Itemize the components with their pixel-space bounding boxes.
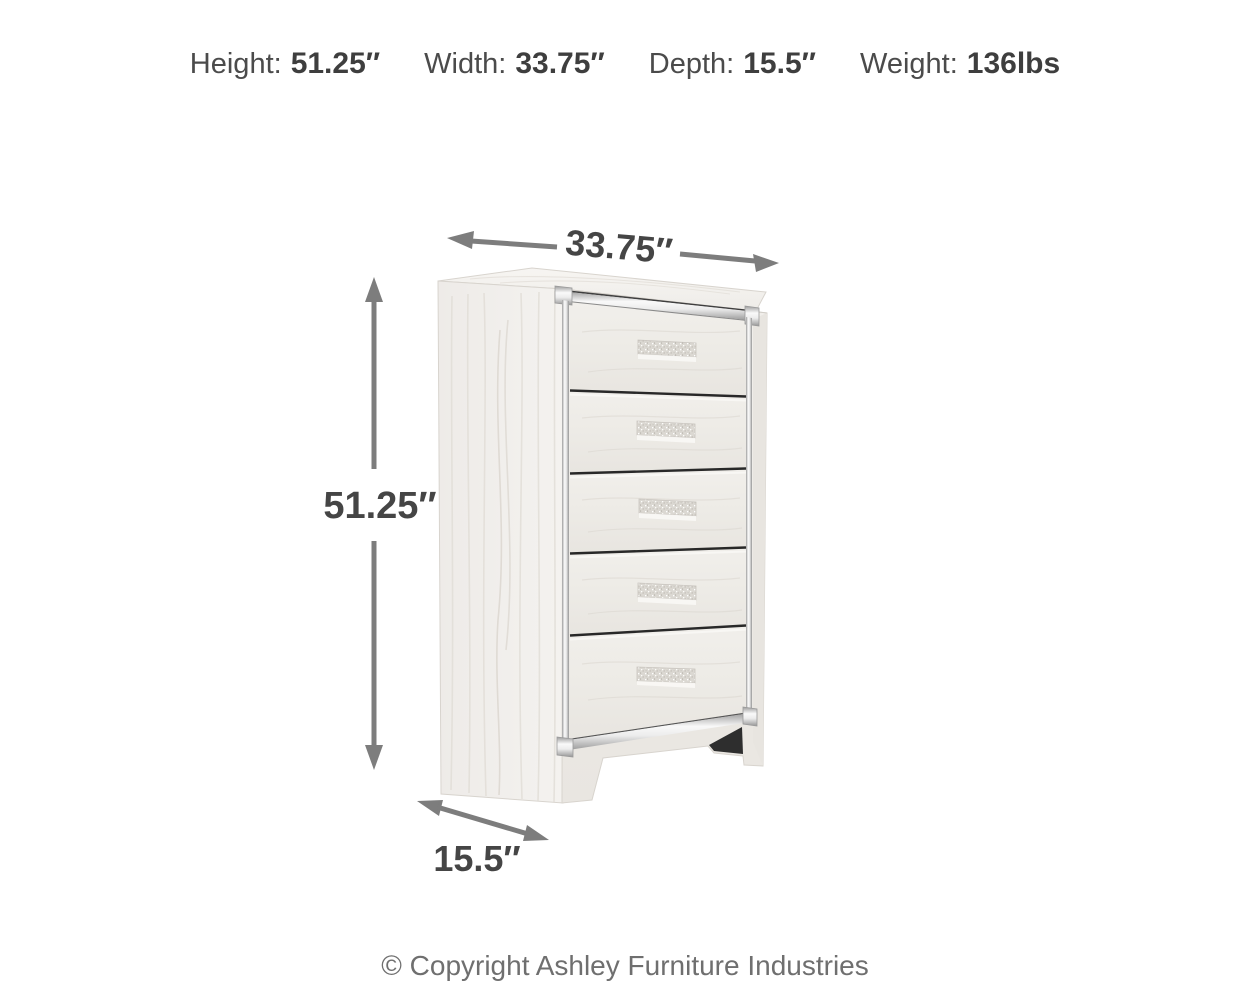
depth-dimension-label: 15.5″ xyxy=(433,838,521,879)
spec-label-height: Height: xyxy=(189,48,282,80)
spec-value-weight: 136lbs xyxy=(966,47,1061,80)
height-arrow xyxy=(323,277,436,770)
spec-value-height: 51.25″ xyxy=(290,47,381,80)
depth-arrow-shaft xyxy=(437,807,528,834)
drawers xyxy=(570,303,746,740)
width-arrowhead-left xyxy=(447,231,474,249)
spec-label-depth: Depth: xyxy=(648,48,735,80)
width-arrowhead-right xyxy=(753,254,779,272)
spec-value-width: 33.75″ xyxy=(515,47,605,80)
copyright-text: © Copyright Ashley Furniture Industries xyxy=(381,950,869,981)
depth-arrowhead-lower-right xyxy=(523,825,549,841)
spec-value-depth: 15.5″ xyxy=(743,47,816,80)
spec-label-weight: Weight: xyxy=(860,48,958,80)
chrome-cap-bottom-right xyxy=(743,707,757,726)
width-arrow xyxy=(447,221,779,272)
height-dimension-label: 51.25″ xyxy=(323,485,437,527)
chest-side-panel xyxy=(438,281,563,803)
width-arrow-left-shaft xyxy=(471,241,557,247)
depth-arrow xyxy=(417,800,549,879)
chrome-right-stile xyxy=(746,317,752,723)
chrome-cap-bottom-left xyxy=(557,737,573,757)
height-arrowhead-top xyxy=(365,277,383,302)
drawer-handle-5 xyxy=(637,667,695,683)
chest-right-stile-wood xyxy=(753,313,767,766)
spec-label-width: Width: xyxy=(424,48,507,80)
height-arrowhead-bottom xyxy=(365,745,383,770)
width-arrow-right-shaft xyxy=(680,254,755,261)
chest-illustration xyxy=(438,268,767,803)
width-dimension-label: 33.75″ xyxy=(563,221,675,272)
chrome-left-stile xyxy=(562,300,569,750)
